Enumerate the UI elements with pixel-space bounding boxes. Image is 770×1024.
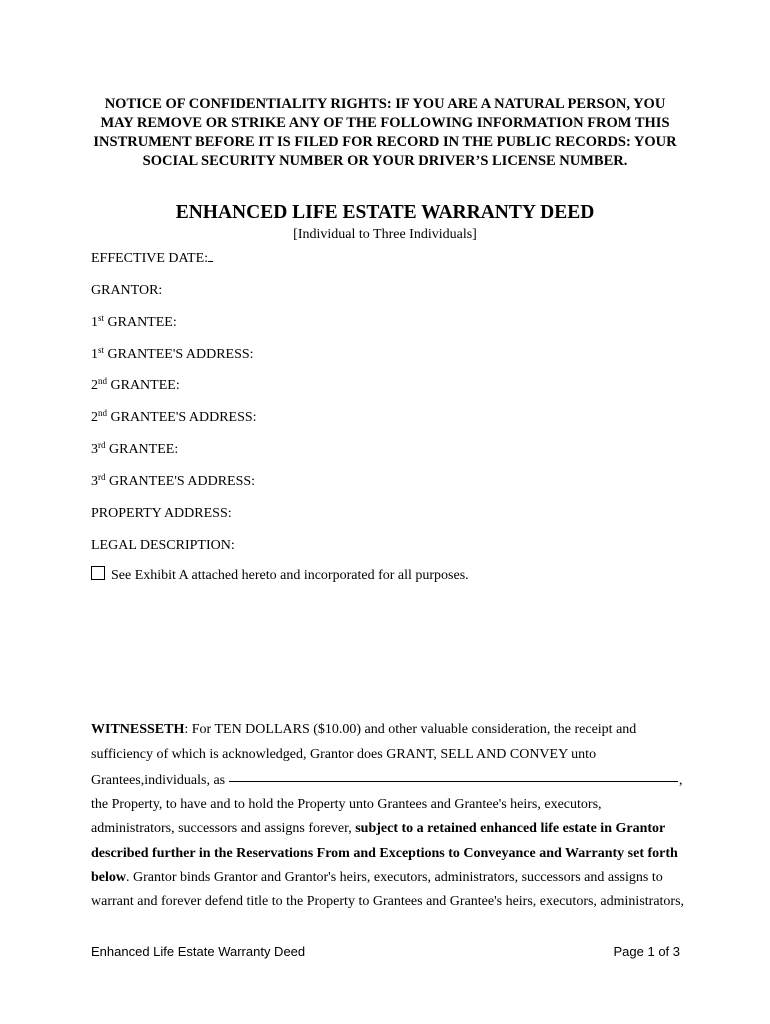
life-estate-clause: below [91, 870, 126, 885]
grantee-2-address-field [91, 409, 257, 426]
grantee-1-address-field [91, 346, 254, 363]
grantee-2-field [91, 377, 180, 394]
ordinal-suffix: st [98, 345, 105, 355]
witnesseth-line-7 [91, 869, 663, 886]
grantee-3-address-label: GRANTEE'S ADDRESS: [105, 474, 256, 489]
witnesseth-line-1 [91, 721, 636, 738]
ordinal-number: 1 [91, 347, 98, 362]
grantee-2-label: GRANTEE: [107, 378, 180, 393]
grantor-label: GRANTOR: [91, 283, 163, 298]
grantor-field [91, 282, 162, 299]
grantee-2-address-label: GRANTEE'S ADDRESS: [107, 410, 257, 425]
ordinal-suffix: st [98, 313, 105, 323]
witnesseth-line-3-comma: , [679, 773, 683, 788]
life-estate-clause: described further in the Reservations From and Exceptions to Conveyance and Warranty set forth [91, 846, 678, 861]
grantee-1-label: GRANTEE: [104, 315, 177, 330]
document-title: ENHANCED LIFE ESTATE WARRANTY DEED [175, 202, 595, 223]
ordinal-suffix: nd [98, 376, 107, 386]
footer-page-number: Page 1 of 3 [613, 944, 680, 959]
witnesseth-line-4: the Property, to have and to hold the Property unto Grantees and Grantee's heirs, executors, [91, 797, 602, 812]
grantee-1-address-label: GRANTEE'S ADDRESS: [104, 347, 254, 362]
witnesseth-line-3: Grantees,individuals, as [91, 773, 226, 788]
document-subtitle: [Individual to Three Individuals] [293, 227, 477, 242]
ordinal-number: 2 [91, 378, 98, 393]
life-estate-clause: subject to a retained enhanced life estate in Grantor [355, 821, 666, 836]
footer-document-name: Enhanced Life Estate Warranty Deed [91, 944, 306, 959]
witnesseth-line-2: sufficiency of which is acknowledged, Grantor does GRANT, SELL AND CONVEY unto [91, 747, 597, 762]
witnesseth-line-8: warrant and forever defend title to the Property to Grantees and Grantee's heirs, executors, administrators, [91, 894, 685, 909]
grantee-3-label: GRANTEE: [105, 442, 179, 457]
witnesseth-line-6 [91, 845, 678, 862]
exhibit-a-checkbox[interactable] [91, 566, 105, 580]
ordinal-suffix: rd [98, 440, 106, 450]
grantee-1-field [91, 314, 177, 331]
effective-date-blank[interactable] [208, 249, 213, 262]
legal-description-label: LEGAL DESCRIPTION: [91, 538, 235, 553]
grantees-tenancy-blank[interactable] [229, 781, 678, 782]
witnesseth-text: administrators, successors and assigns forever, [91, 821, 356, 836]
effective-date-label: EFFECTIVE DATE: [91, 251, 209, 266]
effective-date-field[interactable] [91, 249, 213, 267]
exhibit-a-option[interactable] [91, 566, 469, 584]
ordinal-number: 2 [91, 410, 98, 425]
ordinal-number: 3 [91, 442, 98, 457]
grantee-3-address-field [91, 473, 255, 490]
ordinal-suffix: nd [98, 408, 107, 418]
property-address-field [91, 505, 232, 522]
property-address-label: PROPERTY ADDRESS: [91, 506, 232, 521]
exhibit-a-label: See Exhibit A attached hereto and incorporated for all purposes. [111, 568, 469, 583]
confidentiality-notice: NOTICE OF CONFIDENTIALITY RIGHTS: IF YOU ARE A NATURAL PERSON, YOU MAY REMOVE OR STRIKE ANY OF THE FOLLOWING INFORMATION FROM THIS INSTRUMENT BEFORE IT IS FILED FOR RECORD IN THE PUBLIC RECORDS: YOUR SOCIAL SECURITY NUMBER OR YOUR DRIVER’S LICENSE NUMBER. [93, 96, 677, 169]
witnesseth-text: . Grantor binds Grantor and Grantor's heirs, executors, administrators, successors and assigns to [126, 870, 663, 885]
legal-description-field [91, 537, 235, 554]
ordinal-suffix: rd [98, 472, 106, 482]
grantee-3-field [91, 441, 178, 458]
witnesseth-heading: WITNESSETH [91, 722, 185, 737]
ordinal-number: 1 [91, 315, 98, 330]
ordinal-number: 3 [91, 474, 98, 489]
witnesseth-line-5 [91, 820, 665, 837]
witnesseth-text: : For TEN DOLLARS ($10.00) and other valuable consideration, the receipt and [184, 722, 637, 737]
